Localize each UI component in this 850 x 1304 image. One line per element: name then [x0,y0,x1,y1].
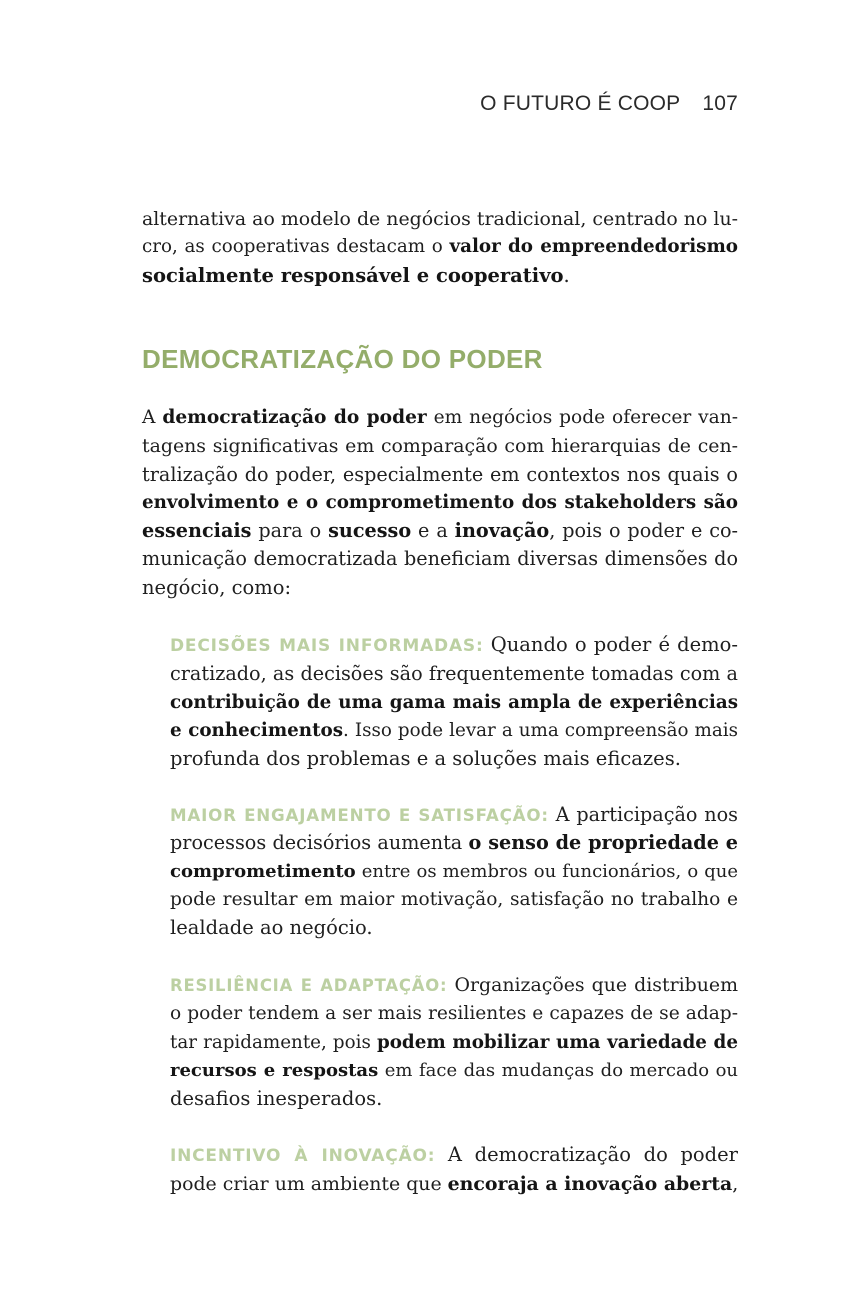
text-line: e conhecimentos. Isso pode levar a uma compreensão mais [170,719,738,741]
text-line: INCENTIVO À INOVAÇÃO: A democratização do poder [170,1143,739,1166]
running-header [480,92,738,116]
item-lead-label: MAIOR ENGAJAMENTO E SATISFAÇÃO: [170,805,549,825]
list-item-inovacao [170,1141,738,1199]
text-line: o poder tendem a ser mais resilientes e capazes de se adap- [170,1003,738,1025]
text-line: municação democratizada beneficiam diversas dimensões do [142,547,738,571]
text-line: socialmente responsável e cooperativo. [142,263,570,287]
running-title: O FUTURO É COOP [480,92,681,115]
item-lead-label: INCENTIVO À INOVAÇÃO: [170,1146,436,1166]
text-line: pode resultar em maior motivação, satisfação no trabalho e [170,888,738,910]
item-lead-label: DECISÕES MAIS INFORMADAS: [170,636,484,656]
text-line: MAIOR ENGAJAMENTO E SATISFAÇÃO: A participação nos [170,803,739,826]
text-line: tralização do poder, especialmente em contextos nos quais o [142,462,738,486]
text-line: processos decisórios aumenta o senso de propriedade e [170,831,738,855]
text-line: comprometimento entre os membros ou funcionários, o que [170,860,738,882]
text-line: RESILIÊNCIA E ADAPTAÇÃO: Organizações que distribuem [170,974,738,996]
intro-paragraph [142,205,738,290]
text-line: recursos e respostas em face das mudanças do mercado ou [170,1059,738,1081]
text-line: contribuição de uma gama mais ampla de experiências [170,691,738,713]
text-line: A democratização do poder em negócios pode oferecer van- [142,407,739,428]
text-line: desafios inesperados. [170,1087,383,1111]
list-item-resiliencia [170,971,738,1113]
text-line: essenciais para o sucesso e a inovação, pois o poder e co- [142,519,739,543]
text-line: alternativa ao modelo de negócios tradicional, centrado no lu- [142,208,738,230]
text-line: negócio, como: [142,575,292,599]
item-lead-label: RESILIÊNCIA E ADAPTAÇÃO: [170,976,448,995]
text-line: tagens significativas em comparação com hierarquias de cen- [142,435,738,458]
text-line: tar rapidamente, pois podem mobilizar uma variedade de [170,1031,738,1053]
list-item-decisoes [170,631,738,773]
section-heading: DEMOCRATIZAÇÃO DO PODER [142,344,543,374]
text-line: envolvimento e o comprometimento dos stakeholders são [142,491,738,513]
page-number: 107 [702,92,738,115]
text-line: profunda dos problemas e a soluções mais eficazes. [170,747,681,771]
text-line: cro, as cooperativas destacam o valor do empreendedorismo [142,236,738,258]
text-line: lealdade ao negócio. [170,916,373,940]
text-line: cratizado, as decisões são frequentemente tomadas com a [170,662,738,686]
section-paragraph [142,404,738,602]
text-line: DECISÕES MAIS INFORMADAS: Quando o poder é demo- [170,633,739,656]
text-line: pode criar um ambiente que encoraja a inovação aberta, [170,1173,739,1196]
list-item-engajamento [170,801,738,942]
